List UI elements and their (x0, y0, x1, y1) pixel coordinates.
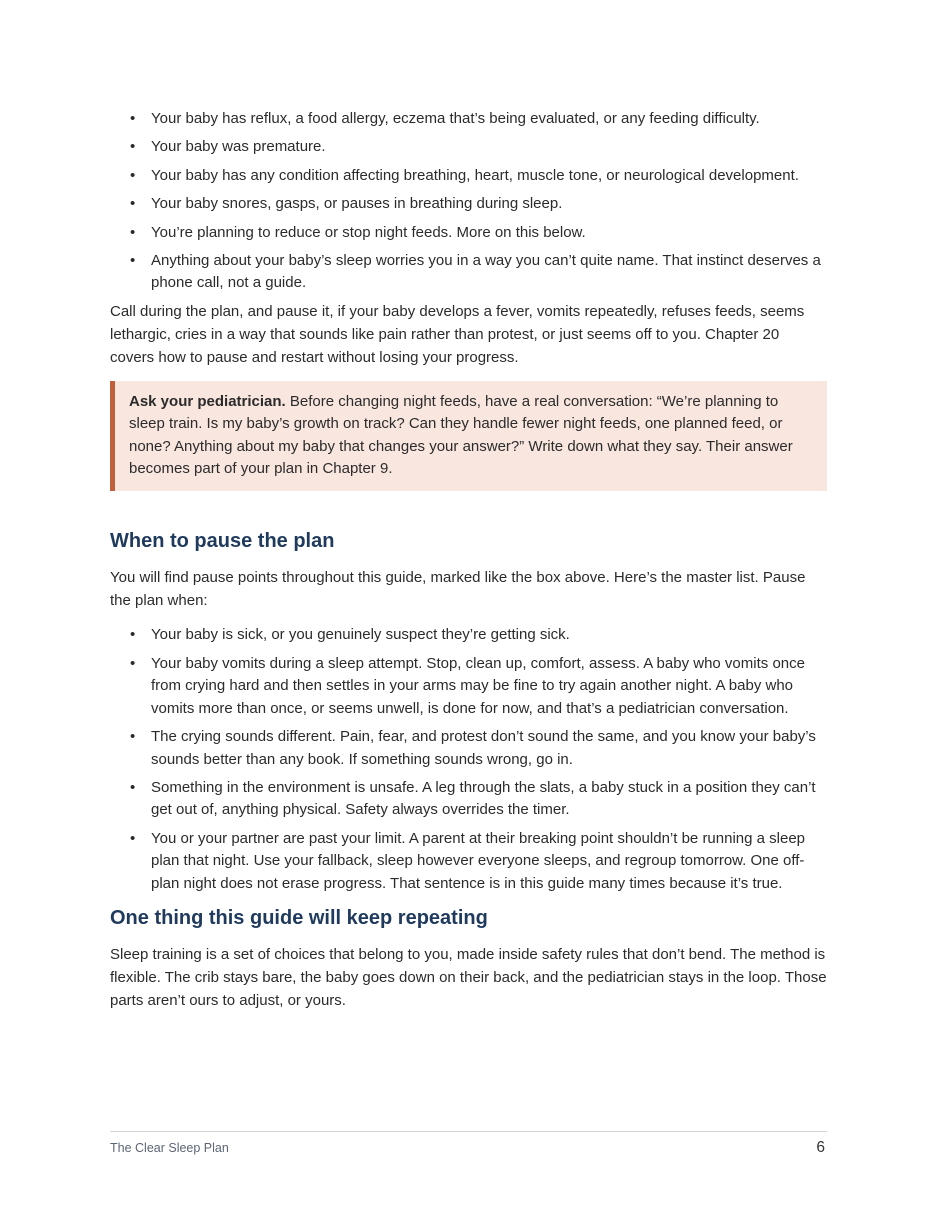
repeat-paragraph: Sleep training is a set of choices that belong to you, made inside safety rules that don’t bend. The method is flexible. The crib stays bare, the baby goes down on their back, and the pediatrician stays in the loop. Those parts aren’t ours to adjust, or yours. (110, 945, 827, 1009)
bullet-icon: • (130, 195, 136, 213)
list-item (110, 624, 827, 646)
warning-list (110, 108, 827, 295)
pause-list (110, 624, 827, 894)
list-item-text: Your baby was premature. (151, 138, 326, 156)
list-item-text: You or your partner are past your limit. A parent at their breaking point shouldn’t be running a sleep plan that night. Use your fallback, sleep however everyone sleeps, and regroup tomorrow. One off-plan night does not erase progress. That sentence is in this guide many times because it’s true. (151, 829, 806, 892)
list-item-text: Your baby is sick, or you genuinely suspect they’re getting sick. (151, 626, 570, 644)
page-number: 6 (816, 1139, 825, 1156)
list-item-text: Something in the environment is unsafe. A leg through the slats, a baby stuck in a position they can’t get out of, anything physical. Safety always overrides the timer. (151, 778, 816, 819)
bullet-icon: • (130, 654, 136, 672)
bullet-icon: • (130, 138, 136, 156)
callout-text: Before changing night feeds, have a real conversation: “We’re planning to sleep train. Is my baby’s growth on track? Can they handle fewer night feeds, one planned feed, or none? Anything about my baby that changes your answer?” Write down what they say. Their answer becomes part of your plan in Chapter 9. (129, 392, 793, 478)
list-item (110, 108, 827, 130)
pause-intro: You will find pause points throughout this guide, marked like the box above. Here’s the master list. Pause the plan when: (110, 569, 806, 610)
section-heading-pause: When to pause the plan (110, 530, 335, 553)
list-item (110, 777, 827, 822)
page-footer (110, 1131, 827, 1156)
bullet-icon: • (130, 778, 136, 796)
bullet-icon: • (130, 728, 136, 746)
bullet-icon: • (130, 166, 136, 184)
bullet-icon: • (130, 223, 136, 241)
bullet-icon: • (130, 252, 136, 270)
list-item (110, 193, 827, 215)
list-item (110, 222, 827, 244)
list-item-text: Your baby has reflux, a food allergy, eczema that’s being evaluated, or any feeding difficulty. (151, 110, 760, 127)
bullet-icon: • (130, 110, 136, 127)
pediatrician-callout (110, 381, 827, 492)
list-item-text: Your baby has any condition affecting breathing, heart, muscle tone, or neurological development. (151, 166, 799, 184)
list-item (110, 250, 827, 295)
call-paragraph: Call during the plan, and pause it, if your baby develops a fever, vomits repeatedly, refuses feeds, seems lethargic, cries in a way that sounds like pain rather than protest, or just seems off to you. Chapter 20 covers how to pause and restart without losing your progress. (110, 302, 805, 366)
callout-label: Ask your pediatrician. (129, 392, 286, 410)
page-content (110, 108, 827, 1012)
list-item (110, 165, 827, 187)
list-item-text: Anything about your baby’s sleep worries you in a way you can’t quite name. That instinct deserves a phone call, not a guide. (151, 252, 821, 292)
list-item (110, 653, 827, 720)
list-item-text: Your baby vomits during a sleep attempt. Stop, clean up, comfort, assess. A baby who vomits once from crying hard and then settles in your arms may be fine to try again another night. A baby who vomits more than once, or seems unwell, is done for now, and that’s a pediatrician conversation. (151, 654, 805, 717)
section-heading-repeat: One thing this guide will keep repeating (110, 906, 488, 929)
bullet-icon: • (130, 626, 136, 644)
list-item (110, 828, 827, 895)
list-item-text: The crying sounds different. Pain, fear, and protest don’t sound the same, and you know your baby’s sounds better than any book. If something sounds wrong, go in. (151, 728, 816, 768)
list-item (110, 136, 827, 158)
footer-book-title: The Clear Sleep Plan (110, 1141, 229, 1155)
list-item (110, 726, 827, 771)
list-item-text: Your baby snores, gasps, or pauses in breathing during sleep. (151, 195, 563, 213)
list-item-text: You’re planning to reduce or stop night feeds. More on this below. (151, 223, 586, 241)
bullet-icon: • (130, 829, 136, 847)
